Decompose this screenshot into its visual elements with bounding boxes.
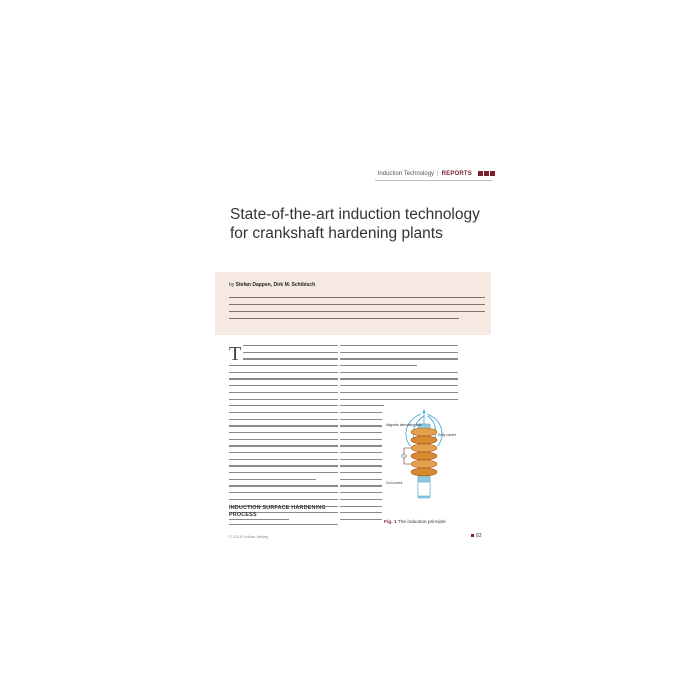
text-line [340,365,417,366]
text-line [340,372,458,373]
text-line [340,519,382,520]
section-subheading: INDUCTION SURFACE HARDENING PROCESS [229,505,326,518]
abstract-text-line [229,311,485,312]
text-line [340,419,382,420]
text-line [229,399,338,400]
text-line [340,499,382,500]
text-line [229,432,338,433]
label-eddy-current: Eddy current [438,433,457,437]
author-line [229,282,315,288]
header-rule [375,180,492,181]
text-line [340,425,382,426]
text-line [229,372,338,373]
coil-turn [411,436,437,444]
text-line [229,492,338,493]
coil-turn [411,452,437,460]
body-column-1 [229,345,338,526]
coil-turn [411,460,437,468]
by-label: by [229,282,235,288]
header-squares-icon [477,171,495,177]
header-divider: | [437,171,439,178]
coil-turn [411,428,437,436]
text-line [340,465,382,466]
text-line [229,365,338,366]
text-line [340,399,458,400]
text-line [340,378,458,379]
drop-cap: T [229,343,242,365]
text-line [340,412,382,413]
figure-number: Fig. 1 [384,520,397,525]
text-line [229,419,338,420]
footer-copyright: © 2015 Vulkan-Verlag [229,534,268,539]
text-line [229,465,338,466]
coil-turn [411,444,437,452]
workpiece-base [418,482,430,496]
header-section: Induction Technology [377,171,435,178]
text-line [229,412,338,413]
text-line [229,392,338,393]
author-names: Stefan Dappen, Dirk M. Schibisch [235,282,316,288]
figure-caption-text: The induction principle [397,520,446,525]
text-line [229,405,338,406]
text-line [229,378,338,379]
label-coil-current: Coil current [386,481,403,485]
text-line [229,459,338,460]
text-line [340,479,382,480]
text-line [340,506,382,507]
text-line [229,524,338,525]
label-magnetic-field: Magnetic alternating field [386,423,422,427]
text-line [229,479,316,480]
header-category: REPORTS [441,171,472,178]
text-line [229,472,338,473]
text-line [340,385,458,386]
text-line [340,439,382,440]
page-number [470,533,482,539]
text-line [229,519,289,520]
text-line [340,352,458,353]
page-number-text: 83 [476,533,482,539]
text-line [340,512,382,513]
text-line [243,345,338,346]
page-marker-icon [471,534,474,537]
figure-caption [384,520,446,525]
text-line [243,352,338,353]
text-line [229,445,338,446]
coil-turn [411,468,437,476]
text-line [340,358,458,359]
induction-principle-figure [384,402,458,518]
abstract-text-line [229,297,485,298]
text-line [229,425,338,426]
text-line [229,452,338,453]
text-line [340,485,382,486]
text-line [243,358,338,359]
text-line [229,499,338,500]
text-line [340,459,382,460]
text-line [229,385,338,386]
text-line [340,472,382,473]
article-title: State-of-the-art induction technology for crankshaft hardening plants [230,206,480,242]
abstract-text-line [229,304,485,305]
text-line [340,432,382,433]
text-line [340,345,458,346]
text-line [229,439,338,440]
text-line [340,445,382,446]
text-line [340,492,382,493]
text-line [340,392,458,393]
text-line [229,485,338,486]
abstract-text-line [229,318,459,319]
text-line [340,452,382,453]
